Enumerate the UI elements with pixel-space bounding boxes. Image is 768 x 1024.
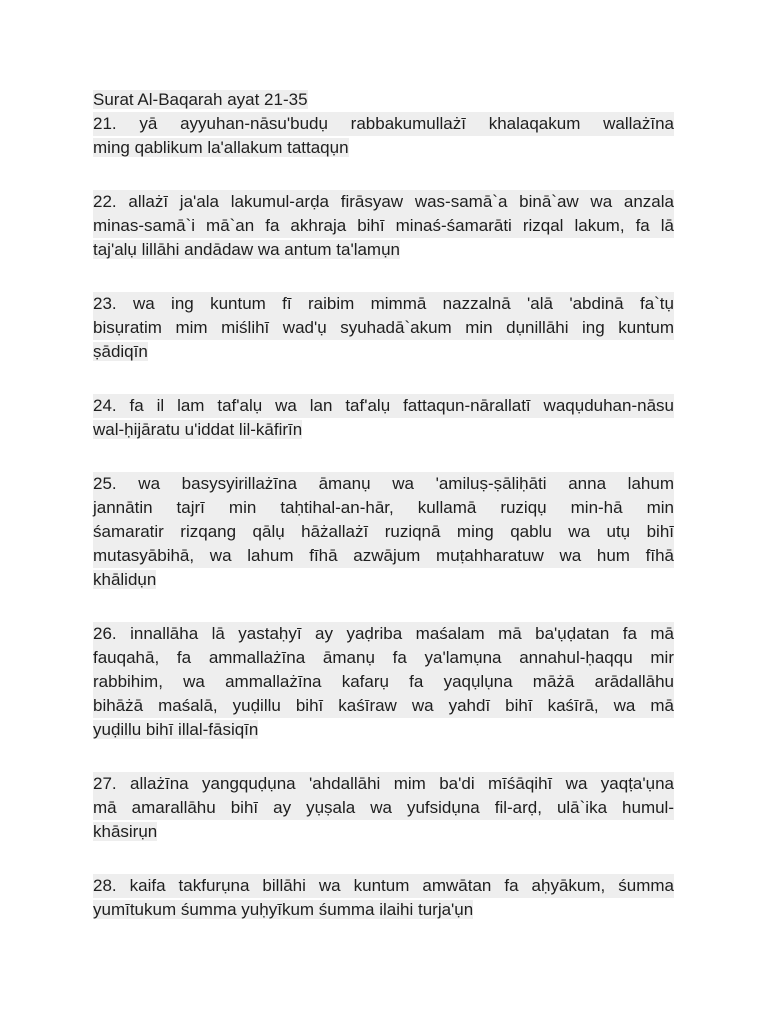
verse-23 [93,292,674,364]
verse-24 [93,394,674,442]
verse-line: khālidụn [93,570,157,589]
verse-line: mutasyābihā, wa lahum fīhā azwājum muṭahharatuw wa hum fīhā [93,544,674,568]
verse-27 [93,772,674,844]
verse-line: śamaratir rizqang qālụ hāżallażī ruziqnā ming qablu wa utụ bihī [93,520,674,544]
verse-line: 24. fa il lam taf'alụ wa lan taf'alụ fattaqun-nārallatī waqụduhan-nāsu [93,394,674,418]
verse-line: wal-ḥijāratu u'iddat lil-kāfirīn [93,420,303,439]
verse-line: 25. wa basysyirillażīna āmanụ wa 'amiluṣ-ṣāliḥāti anna lahum [93,472,674,496]
verse-line: yuḍillu bihī illal-fāsiqīn [93,720,259,739]
verse-line: jannātin tajrī min taḥtihal-an-hār, kullamā ruziqụ min-hā min [93,496,674,520]
verse-line: bihāżā maśalā, yuḍillu bihī kaśīraw wa yahdī bihī kaśīrā, wa mā [93,694,674,718]
verse-line: fauqahā, fa ammallażīna āmanụ fa ya'lamụna annahul-ḥaqqu mir [93,646,674,670]
verse-line: khāsirụn [93,822,158,841]
verse-line: taj'alụ lillāhi andādaw wa antum ta'lamụn [93,240,401,259]
verse-line: rabbihim, wa ammallażīna kafarụ fa yaqụlụna māżā arādallāhu [93,670,674,694]
verse-line: ming qablikum la'allakum tattaqụn [93,138,349,157]
verse-21 [93,112,674,160]
verse-25 [93,472,674,592]
verse-line: 26. innallāha lā yastaḥyī ay yaḍriba maśalam mā ba'ụḍatan fa mā [93,622,674,646]
document-page [93,88,674,922]
verse-22 [93,190,674,262]
verse-line: 23. wa ing kuntum fī raibim mimmā nazzalnā 'alā 'abdinā fa`tụ [93,292,674,316]
verse-line: bisụratim mim miślihī wad'ụ syuhadā`akum min dụnillāhi ing kuntum [93,316,674,340]
verse-line: 22. allażī ja'ala lakumul-arḍa firāsyaw was-samā`a binā`aw wa anzala [93,190,674,214]
verse-26 [93,622,674,742]
document-title: Surat Al-Baqarah ayat 21-35 [93,90,308,109]
verse-line: 27. allażīna yangquḍụna 'ahdallāhi mim ba'di mīśāqihī wa yaqṭa'ụna [93,772,674,796]
verse-line: yumītukum śumma yuḥyīkum śumma ilaihi turja'ụn [93,900,474,919]
verse-line: minas-samā`i mā`an fa akhraja bihī minaś-śamarāti rizqal lakum, fa lā [93,214,674,238]
verse-line: ṣādiqīn [93,342,148,361]
verse-28 [93,874,674,922]
verse-line: 21. yā ayyuhan-nāsu'budụ rabbakumullażī khalaqakum wallażīna [93,112,674,136]
verse-line: 28. kaifa takfurụna billāhi wa kuntum amwātan fa aḥyākum, śumma [93,874,674,898]
verse-line: mā amarallāhu bihī ay yụṣala wa yufsidụna fil-arḍ, ulā`ika humul- [93,796,674,820]
